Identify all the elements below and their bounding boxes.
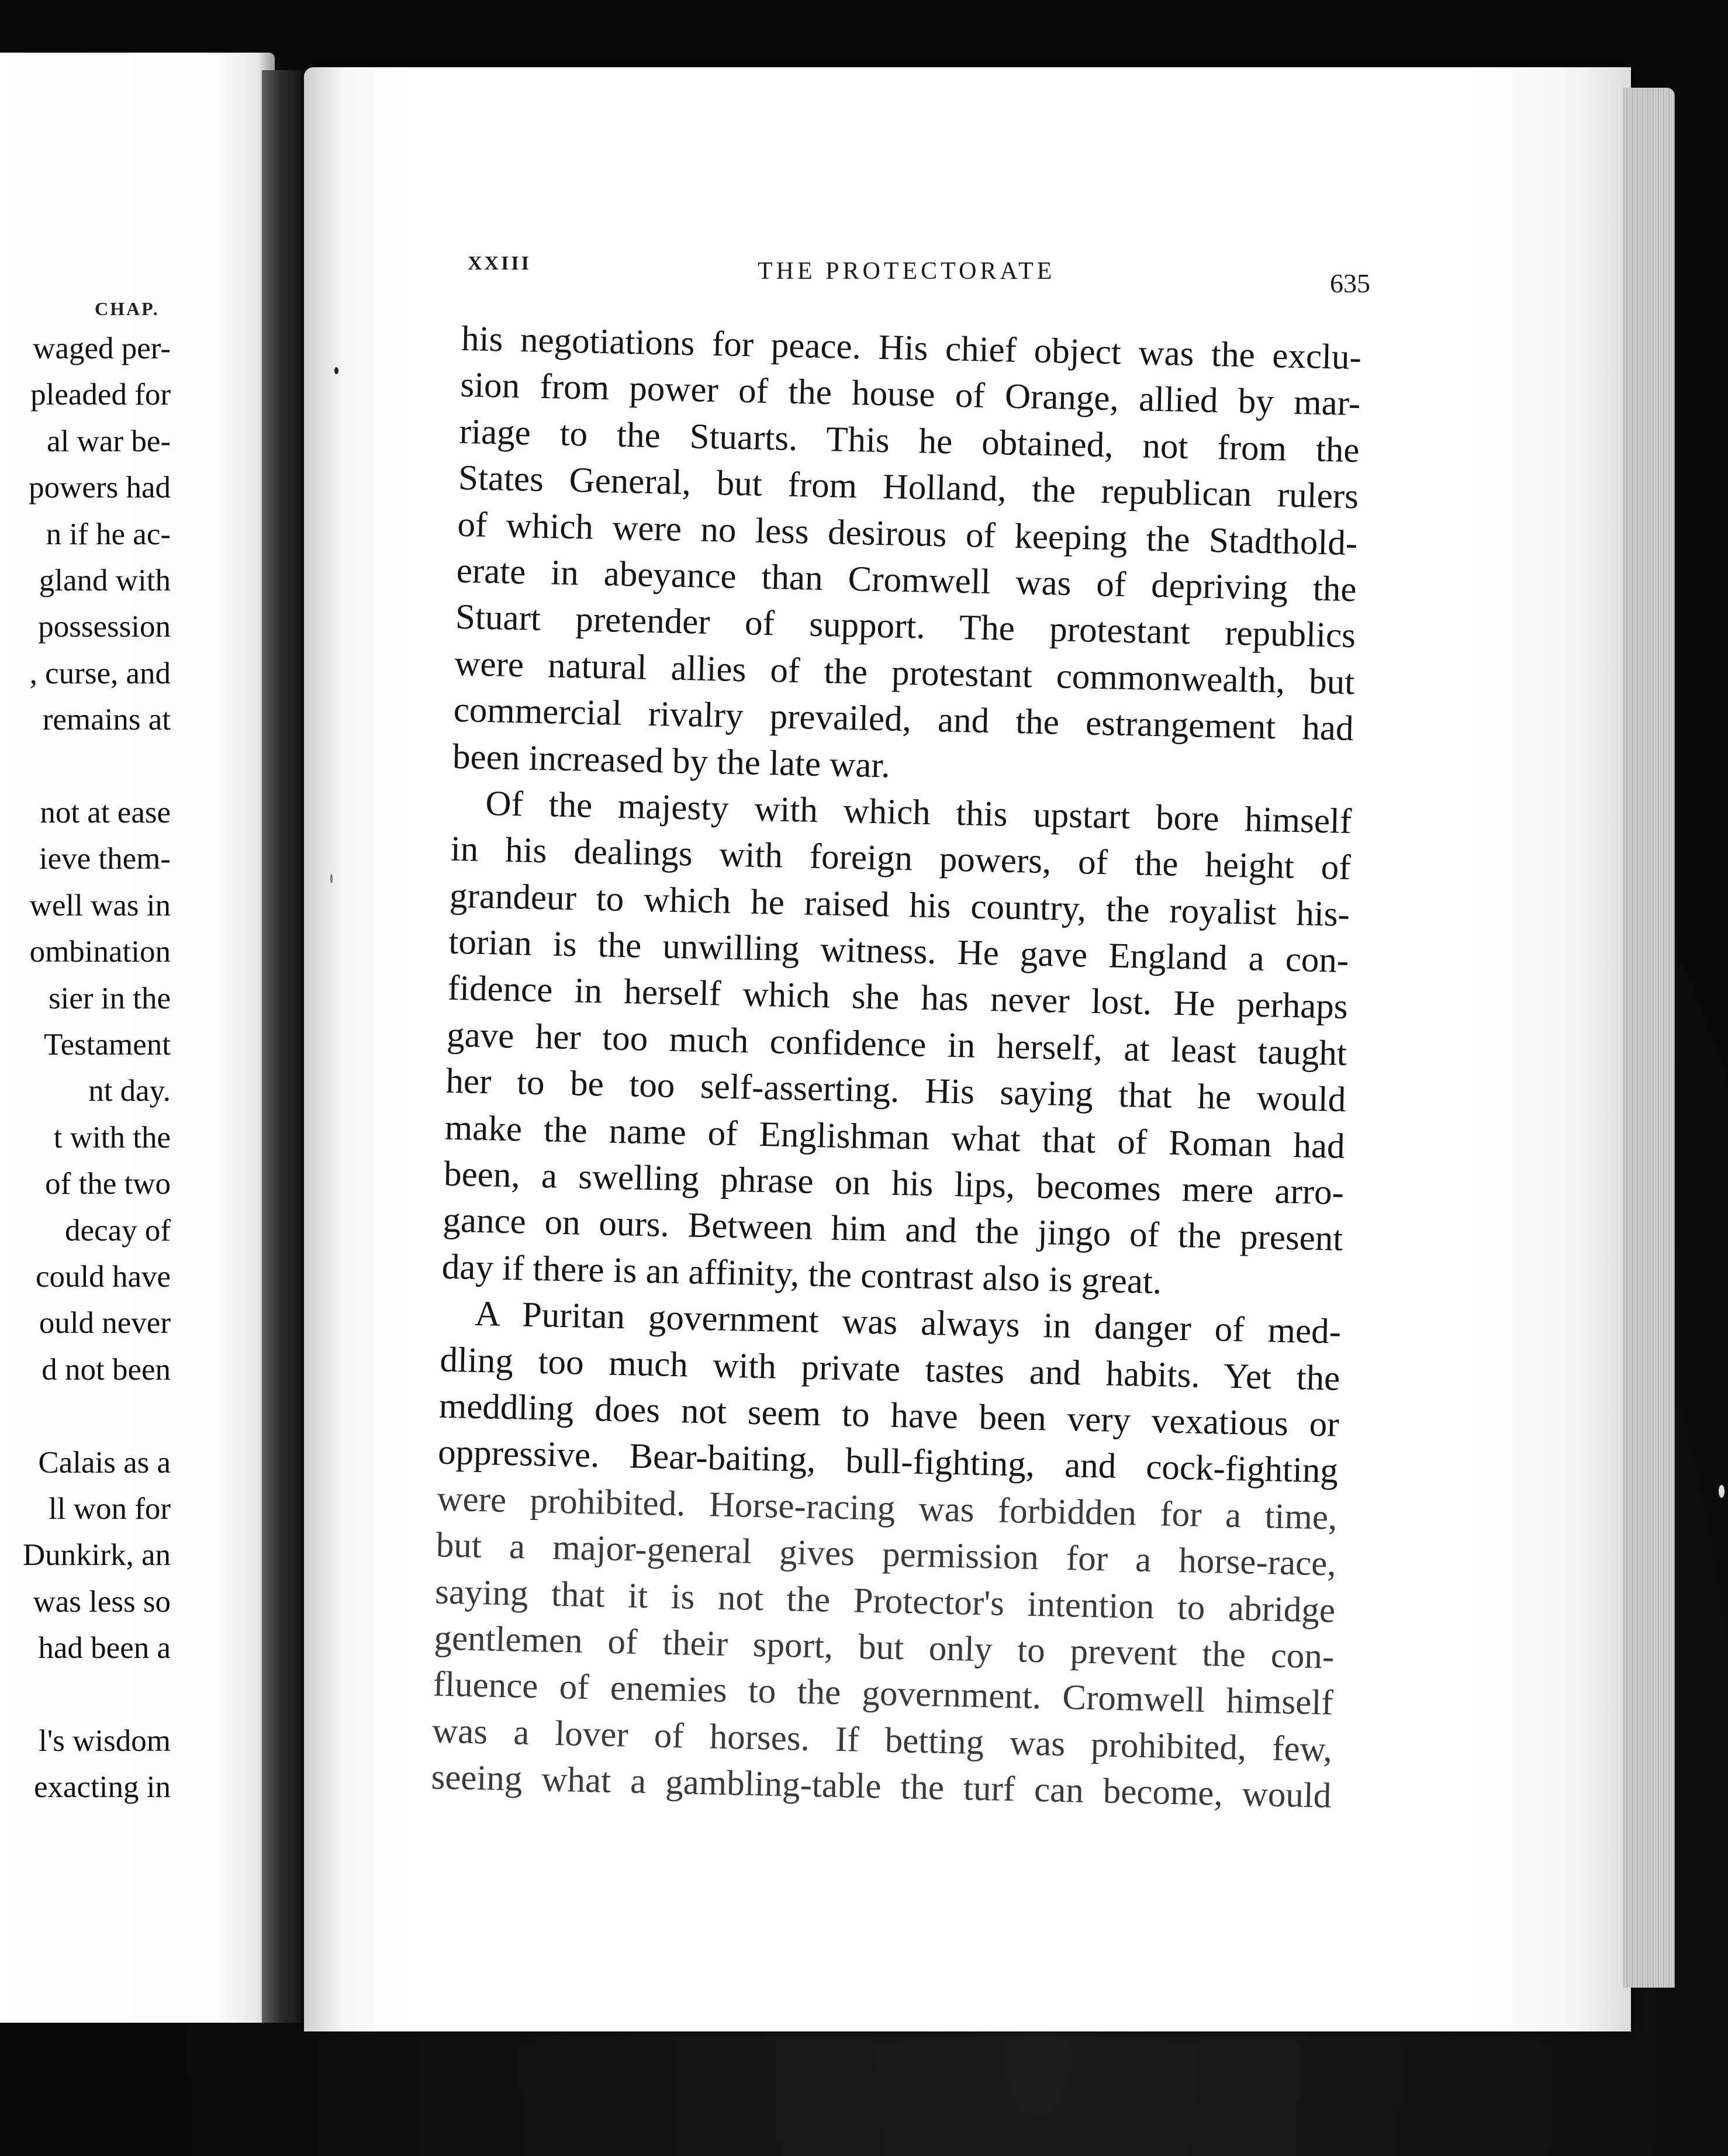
body-text-line: oppressive. Bear-baiting, bull-fighting, and cock-fighting bbox=[437, 1432, 1339, 1491]
scan-speck bbox=[1719, 1485, 1724, 1498]
body-text-line: fidence in herself which she has never lost. He perhaps bbox=[447, 969, 1349, 1027]
left-page-line: d not been bbox=[42, 1352, 171, 1387]
left-page-line: possession bbox=[38, 610, 171, 644]
left-chapter-label: CHAP. bbox=[95, 298, 160, 319]
left-page-line: gland with bbox=[39, 564, 171, 597]
body-text-line: saying that it is not the Protector's intention to abridge bbox=[434, 1572, 1336, 1630]
left-page bbox=[0, 53, 275, 2023]
running-head-title: THE PROTECTORATE bbox=[758, 258, 1056, 285]
body-text bbox=[431, 316, 1362, 1819]
body-text-line: in his dealings with foreign powers, of the height of bbox=[450, 830, 1352, 888]
body-text-line: torian is the unwilling witness. He gave England a con- bbox=[448, 922, 1349, 981]
left-page-line: t with the bbox=[53, 1120, 171, 1155]
left-page-line: was less so bbox=[33, 1584, 171, 1619]
left-page-line: , curse, and bbox=[29, 656, 171, 690]
left-page-line: ll won for bbox=[48, 1492, 171, 1526]
body-text-line: of which were no less desirous of keeping the Stadthold- bbox=[457, 505, 1358, 563]
left-page-line: pleaded for bbox=[30, 378, 171, 412]
body-text-line: been, a swelling phrase on his lips, becomes mere arro- bbox=[443, 1154, 1345, 1212]
body-text-line: erate in abeyance than Cromwell was of depriving the bbox=[456, 551, 1357, 610]
left-page-line: Calais as a bbox=[38, 1445, 171, 1480]
body-text-line: riage to the Stuarts. This he obtained, not from the bbox=[459, 412, 1360, 470]
body-text-line: gave her too much confidence in herself, at least taught bbox=[446, 1015, 1347, 1073]
body-text-line: commercial rivalry prevailed, and the estrangement had bbox=[453, 690, 1354, 749]
body-text-line: were natural allies of the protestant commonwealth, but bbox=[454, 644, 1355, 702]
body-text-line: fluence of enemies to the government. Cromwell himself bbox=[433, 1664, 1334, 1723]
body-text-line: meddling does not seem to have been very vexatious or bbox=[438, 1386, 1340, 1445]
body-text-line: seeing what a gambling-table the turf can become, would bbox=[430, 1757, 1332, 1816]
left-page-line: not at ease bbox=[40, 796, 171, 830]
scan-speck bbox=[330, 874, 333, 883]
left-page-line: could have bbox=[35, 1260, 171, 1294]
left-page-line: Dunkirk, an bbox=[22, 1538, 171, 1573]
body-text-line: her to be too self-asserting. His saying that he would bbox=[445, 1061, 1346, 1120]
left-page-line: l's wisdom bbox=[38, 1724, 171, 1758]
body-text-line: A Puritan government was always in danger of med- bbox=[474, 1294, 1342, 1352]
body-text-line: his negotiations for peace. His chief object was the exclu- bbox=[461, 319, 1362, 378]
left-page-line: nt day. bbox=[88, 1074, 171, 1108]
left-page-line: remains at bbox=[42, 703, 171, 737]
left-page-line: well was in bbox=[29, 888, 171, 922]
body-text-line: grandeur to which he raised his country, the royalist his- bbox=[449, 876, 1350, 934]
body-text-line: gance on ours. Between him and the jingo of the present bbox=[442, 1201, 1343, 1259]
body-text-line: dling too much with private tastes and habits. Yet the bbox=[439, 1340, 1340, 1398]
body-text-line: but a major-general gives permission for a horse-race, bbox=[436, 1525, 1337, 1584]
body-text-line: Stuart pretender of support. The protestant republics bbox=[455, 597, 1356, 656]
left-page-line: n if he ac- bbox=[46, 517, 171, 551]
left-page-line: al war be- bbox=[47, 424, 171, 458]
left-page-line: Testament bbox=[43, 1028, 171, 1062]
body-text-line: make the name of Englishman what that of Roman had bbox=[444, 1108, 1346, 1166]
left-page-line: waged per- bbox=[33, 331, 171, 365]
running-head-chapter: XXIII bbox=[468, 253, 531, 274]
left-page-line: ombination bbox=[29, 935, 171, 969]
body-text-line: Of the majesty with which this upstart bore himself bbox=[485, 783, 1352, 841]
left-page-line: decay of bbox=[65, 1213, 171, 1248]
body-text-line: were prohibited. Horse-racing was forbidden for a time, bbox=[436, 1479, 1338, 1537]
body-text-line: States General, but from Holland, the republican rulers bbox=[458, 458, 1359, 517]
page-edges bbox=[1622, 88, 1675, 1988]
scan-speck bbox=[334, 367, 338, 374]
body-text-line: sion from power of the house of Orange, allied by mar- bbox=[459, 365, 1361, 424]
left-page-line: ould never bbox=[39, 1306, 171, 1340]
body-text-line: was a lover of horses. If betting was prohibited, few, bbox=[431, 1711, 1333, 1770]
left-page-line: exacting in bbox=[34, 1770, 171, 1805]
left-page-line: sier in the bbox=[49, 981, 171, 1015]
body-text-line: gentlemen of their sport, but only to prevent the con- bbox=[433, 1618, 1335, 1677]
body-text-line: been increased by the late war. bbox=[452, 737, 891, 786]
left-page-line: powers had bbox=[29, 471, 171, 505]
left-page-line: had been a bbox=[38, 1631, 171, 1666]
page-number: 635 bbox=[1330, 268, 1370, 298]
body-text-line: day if there is an affinity, the contrast also is great. bbox=[441, 1247, 1162, 1302]
left-page-line: of the two bbox=[45, 1167, 171, 1201]
left-page-line: ieve them- bbox=[39, 842, 171, 876]
